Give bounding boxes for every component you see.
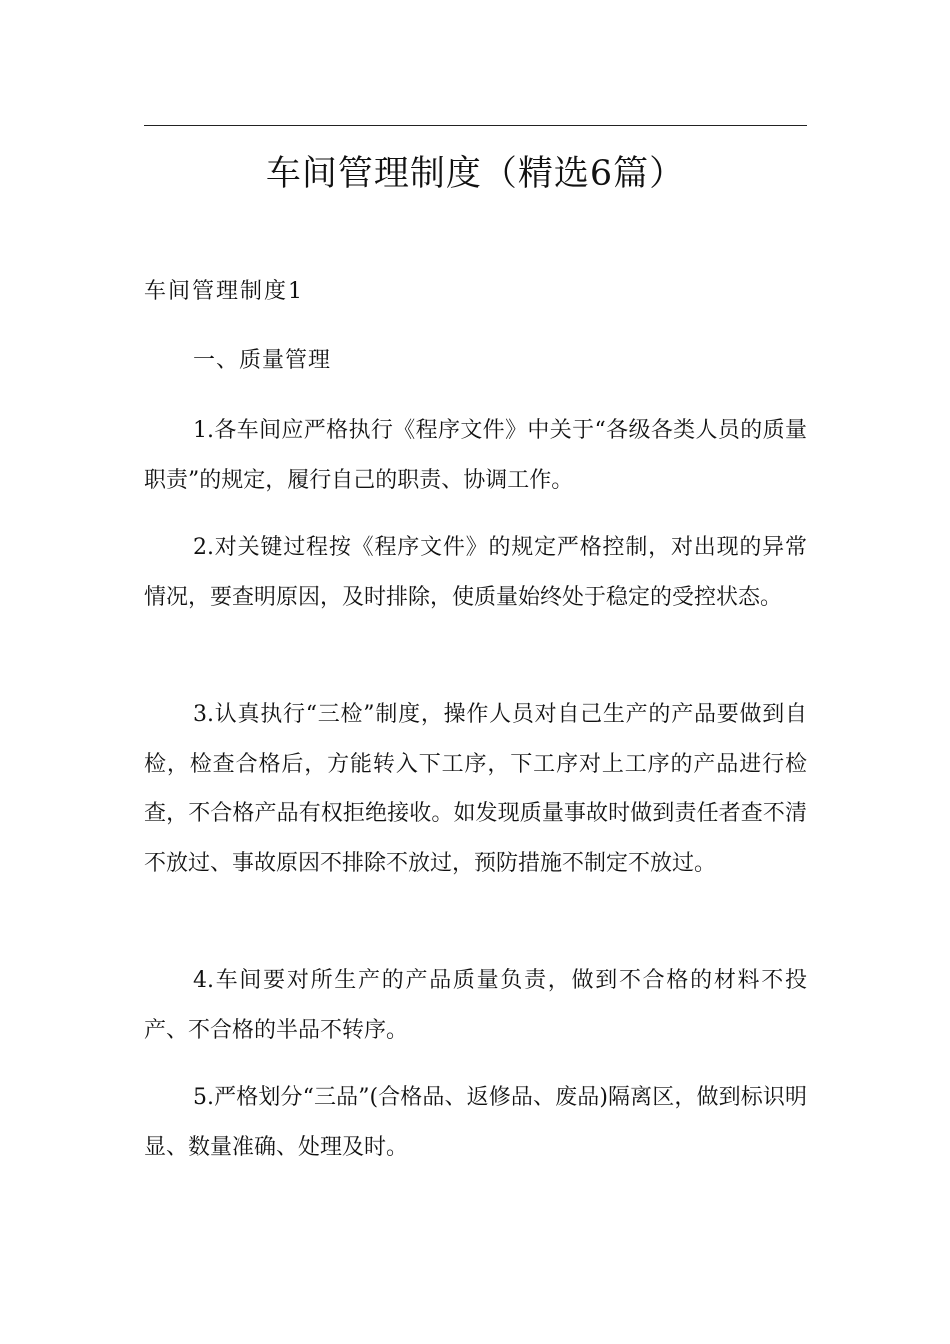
paragraph-item-5: 5.严格划分“三品”(合格品、返修品、废品)隔离区，做到标识明显、数量准确、处理及时。 [144, 1085, 807, 1160]
subsection-heading: 一、质量管理 [193, 348, 332, 373]
paragraph-item-2: 2.对关键过程按《程序文件》的规定严格控制，对出现的异常情况，要查明原因，及时排除，使质量始终处于稳定的受控状态。 [144, 535, 807, 610]
section-heading: 车间管理制度1 [144, 279, 304, 304]
paragraph-item-4: 4.车间要对所生产的产品质量负责，做到不合格的材料不投产、不合格的半品不转序。 [144, 968, 807, 1043]
header-rule [144, 125, 807, 126]
paragraph-item-1: 1.各车间应严格执行《程序文件》中关于“各级各类人员的质量职责”的规定，履行自己的职责、协调工作。 [144, 418, 807, 493]
document-title: 车间管理制度（精选6篇） [265, 154, 686, 194]
paragraph-item-3: 3.认真执行“三检”制度，操作人员对自己生产的产品要做到自检，检查合格后，方能转入下工序，下工序对上工序的产品进行检查，不合格产品有权拒绝接收。如发现质量事故时做到责任者查不清不放过、事故原因不排除不放过，预防措施不制定不放过。 [144, 702, 807, 876]
